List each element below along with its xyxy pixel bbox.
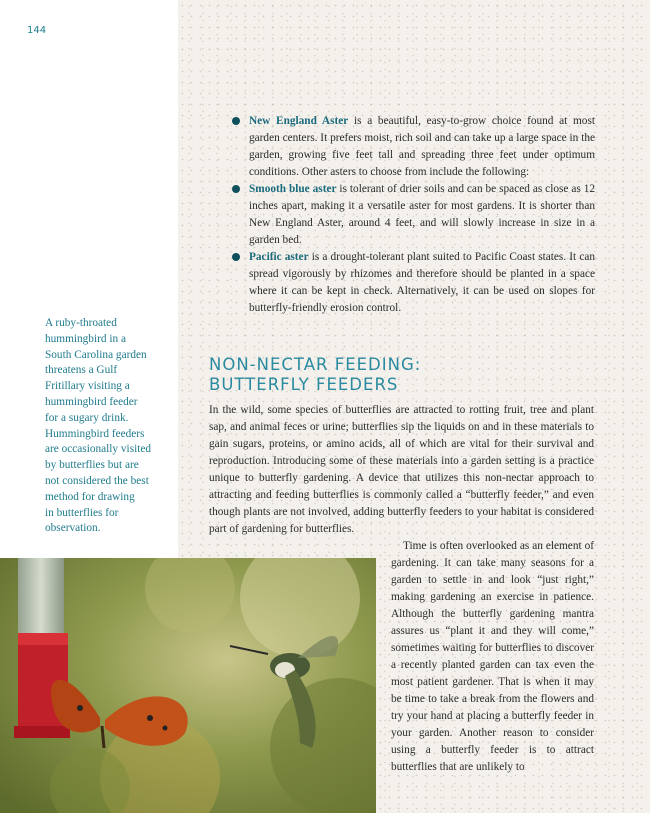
bullet-dot-icon bbox=[232, 185, 240, 193]
caption-line: in butterflies for bbox=[45, 506, 119, 519]
second-paragraph: Time is often overlooked as an element of gardening. It can take many seasons for a garden to settle in and look “just right,” making gardening an exercise in patience. Although the butterfly gardening mantra assures us “plant it and they will come,” sometimes waiting for butterflies to discover a recently planted garden can tax even the most patient gardener. That is when it may be time to take a break from the flowers and try your hand at placing a butterfly feeder in your garden. Another reason to consider using a butterfly feeder is to attract butterflies that are unlikely to bbox=[391, 540, 594, 773]
caption-line: are occasionally visited bbox=[45, 443, 152, 456]
section-heading bbox=[209, 355, 421, 395]
bullet-dot-icon bbox=[232, 117, 240, 125]
bullet-dot-icon bbox=[232, 253, 240, 261]
bullet-text: is a drought-tolerant plant suited to Pacific Coast states. It can spread vigorously by rhizomes and therefore should be planted in a space where it can be kept in check. Alternatively, it can be used on slopes for butterfly-friendly erosion control. bbox=[249, 251, 595, 314]
bullet-smooth-blue-aster bbox=[249, 181, 595, 249]
bullet-term: Pacific aster bbox=[249, 251, 309, 263]
bullet-text: is tolerant of drier soils and can be spaced as close as 12 inches apart, making it a versatile aster for most gardens. It is shorter than New England Aster, around 4 feet, and will slowly increase in size in a garden bed. bbox=[249, 183, 595, 246]
bullet-pacific-aster bbox=[249, 249, 595, 317]
bullet-text: is a beautiful, easy-to-grow choice found at most garden centers. It prefers moist, rich soil and can take up a large space in the garden, growing five feet tall and spreading three feet under optimum conditions. Other asters to choose from include the following: bbox=[249, 115, 595, 178]
caption-line: A ruby-throated bbox=[45, 317, 117, 329]
caption-line: threatens a Gulf bbox=[45, 364, 118, 377]
bullet-term: New England Aster bbox=[249, 115, 349, 127]
bullet-term: Smooth blue aster bbox=[249, 183, 337, 195]
page-number: 144 bbox=[27, 25, 47, 36]
photo-illustration bbox=[0, 558, 376, 813]
caption-line: for a sugary drink. bbox=[45, 411, 129, 424]
hummingbird-butterfly-photo bbox=[0, 558, 376, 813]
caption-line: by butterflies but are bbox=[45, 459, 139, 472]
caption-line: hummingbird in a bbox=[45, 332, 126, 345]
caption-line: hummingbird feeder bbox=[45, 395, 138, 408]
caption-line: method for drawing bbox=[45, 490, 135, 503]
photo-caption bbox=[45, 316, 163, 537]
heading-line: NON-NECTAR FEEDING: bbox=[209, 355, 422, 374]
bullet-new-england-aster bbox=[249, 113, 595, 181]
caption-line: Hummingbird feeders bbox=[45, 427, 145, 440]
caption-line: South Carolina garden bbox=[45, 348, 147, 361]
caption-line: observation. bbox=[45, 522, 101, 535]
body-paragraph: In the wild, some species of butterflies are attracted to rotting fruit, tree and plant sap, and animal feces or urine; butterflies sip the liquids on and in these materials to gain sugars, proteins, or amino acids, all of which are vital for their survival and reproduction. Introducing some of these materials into a garden setting is a practice unique to butterfly gardening. A device that utilizes this non-nectar approach to attracting and feeding butterflies is commonly called a “butterfly feeder,” and even though plants are not involved, adding butterfly feeders to your habitat is considered part of gardening for butterflies. bbox=[209, 404, 594, 535]
caption-line: not considered the best bbox=[45, 474, 149, 487]
caption-line: Fritillary visiting a bbox=[45, 380, 130, 393]
heading-line: BUTTERFLY FEEDERS bbox=[209, 375, 399, 394]
aster-bullet-list bbox=[249, 113, 595, 317]
